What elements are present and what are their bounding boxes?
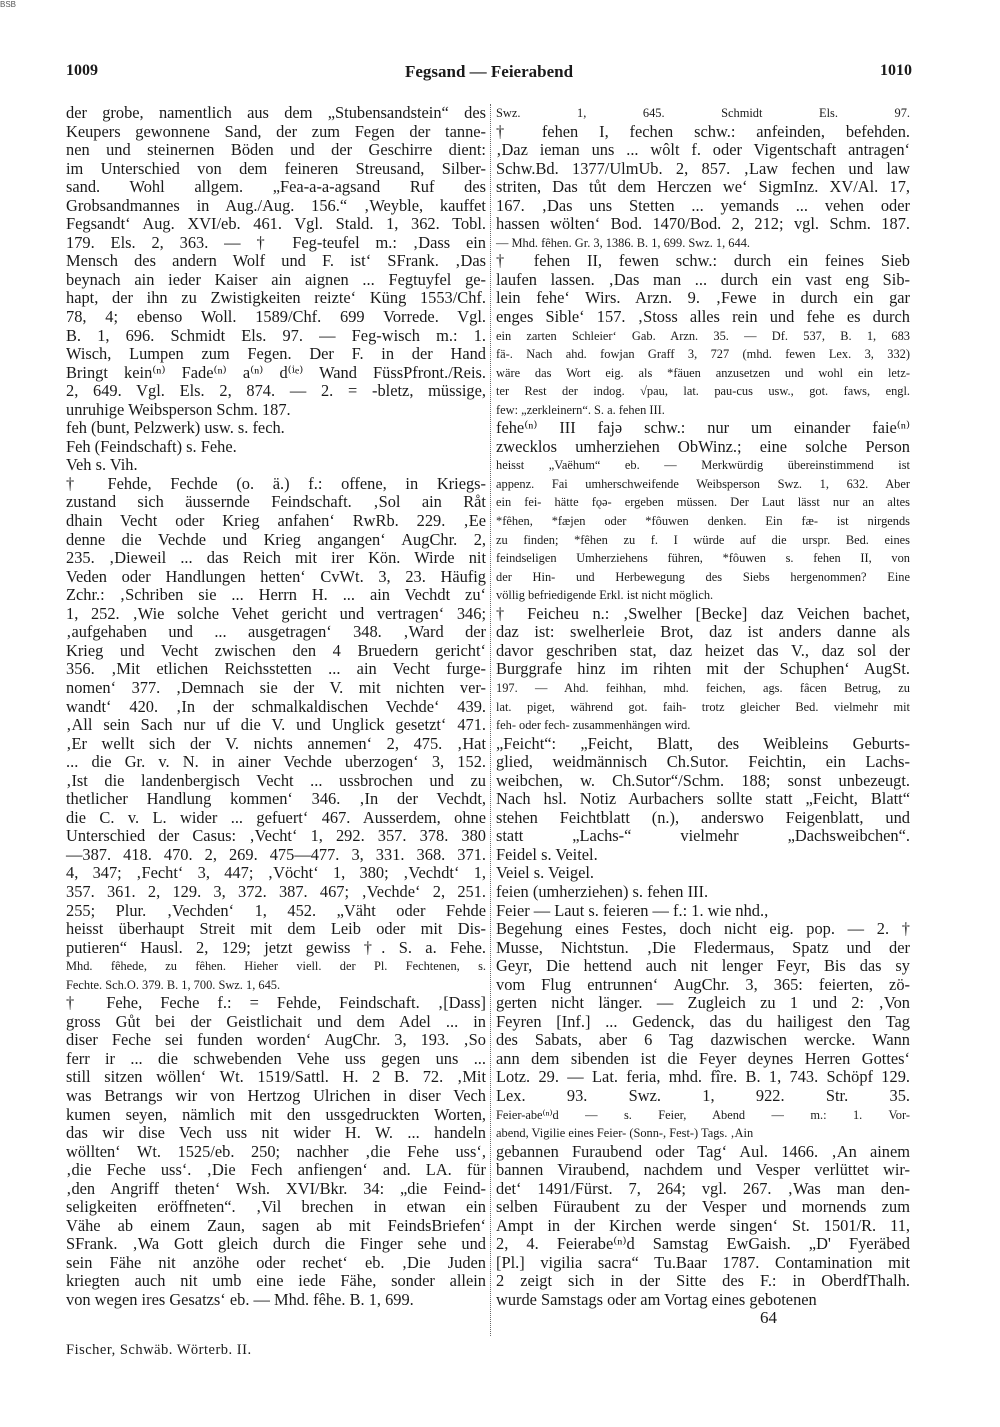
text-line: fehe⁽ⁿ⁾ III fajə schw.: nur um einander faie⁽ⁿ⁾ [496,418,910,438]
text-line: Feier-abe⁽ⁿ⁾d — s. Feier, Abend — m.: 1. Vor- [496,1107,910,1122]
text-line: ein zarten Schleier‘ Gab. Arzn. 35. — Df. 537, B. 1, 683 [496,328,910,343]
text-line: zu finden; *fêhen zu f. I würde auf die urspr. Bed. eines [496,532,910,547]
text-line: fä-. Nach ahd. fowjan Graff 3, 727 (mhd. fewen Lex. 3, 332) [496,347,910,362]
text-line: Lex. 93. Swz. 1, 922. Str. 35. [496,1085,910,1105]
text-line: was Betrangs wir von Hertzog Ulrichen in diser Vech [66,1085,486,1105]
text-line: wurde Samstags oder am Vortag eines gebotenen [496,1290,817,1309]
text-line: few: „zerkleinern“. S. a. fehen III. [496,402,665,417]
text-line: — Mhd. fêhen. Gr. 3, 1386. B. 1, 699. Swz. 1, 644. [496,235,750,250]
text-line: feien (umherziehen) s. fehen III. [496,881,709,901]
text-line: 1, 252. ‚Wie solche Vehet gericht und vertragen‘ 346; [66,603,486,623]
text-line: beynach ain ieder Kaiser ain aignen ... Fegtuyfel ge- [66,269,486,289]
text-line: ‚die Feche uss‘. ‚Die Fech anfiengen‘ and. LA. für [66,1160,486,1180]
text-line: Feyren [Inf.] ... Gedenck, das du hailigest den Tag [496,1011,910,1031]
text-line: † Feicheu n.: ‚Swelher [Becke] daz Veichen bachet, [496,603,910,623]
text-line: ‚Er wellt sich der V. nichts annemen‘ 2, 475. ‚Hat [66,733,486,753]
text-line: Lotz. 29. — Lat. feria, mhd. fîre. B. 1, 743. Schöpf 129. [496,1067,910,1087]
text-line: Vähe ab einem Zaun, sagen ab mit FeindsBriefen‘ [66,1215,486,1235]
text-line: Veden oder Handlungen hetten‘ CvWt. 3, 23. Häufig [66,566,486,586]
text-line: Schw.Bd. 1377/UlmUb. 2, 857. ‚Law fechen und law [496,158,910,178]
text-line: laufen lassen. ‚Das man ... durch ein vast eng Sib- [496,269,910,289]
text-line: Wisch, Lumpen zum Fegen. Der F. in der Hand [66,344,486,364]
text-line: bannen Viraubend, nachdem und Vesper verlüttet wir- [496,1160,910,1180]
text-line: thetlicher Handlung kommen‘ 346. ‚In der Vechdt, [66,789,486,809]
text-line: glied, weidmännisch Ch.Sutor. Feichtin, ein Lachs- [496,752,910,772]
text-line: feh- oder fech- zusammenhängen wird. [496,718,691,733]
text-line: 235. ‚Dieweil ... das Reich mit irer Kön. Wirde nit [66,548,486,568]
text-line: Fechte. Sch.O. 379. B. 1, 700. Swz. 1, 645. [66,977,281,992]
text-line: Burggrafe hinz im rihten mit der Schuphen‘ AugSt. [496,659,910,679]
text-line: nen und steinernen Böden und der Geschirre dient: [66,140,486,160]
text-line: ‚den Angriff theten‘ Wsh. XVI/Bkr. 34: „die Feind- [66,1178,486,1198]
text-line: des Sabats, aber 6 Tag dazwischen wercke. Wann [496,1030,910,1050]
text-line: zustand sich äussernde Feindschaft. ‚Sol ain Råt [66,492,486,512]
text-line: feindseligen Umherziehens führen, *fôuwen s. fehen II, von [496,551,910,566]
text-line: † Fehde, Fechde (o. ä.) f.: offene, in Kriegs- [66,473,486,493]
text-line: Nach hsl. Notiz Aurbachers sollte statt „Feicht, Blatt“ [496,789,910,809]
text-line: putieren“ Hausl. 2, 129; jetzt gewiss †. S. a. Fehe. [66,937,486,957]
signature-mark: 64 [760,1308,777,1327]
text-line: kumen seyen, nämlich mit den ussgedruckten Worten, [66,1104,486,1124]
running-title: Fegsand — Feierabend [404,62,574,81]
text-line: Zchr.: ‚Schriben sie ... Herrn H. ... ain Vechdt zu‘ [66,585,486,605]
text-line: denne die Vechde und Krieg angangen‘ AugChr. 2, [66,529,486,549]
text-line: ... die Gr. v. N. in ainer Vechde uberzogen‘ 3, 152. [66,752,486,772]
text-line: † fehen I, fechen schw.: anfeinden, befehden. [496,121,910,141]
text-line: still sitzen wöllen‘ Wt. 1519/Sattl. H. 2 B. 72. ‚Mit [66,1067,486,1087]
text-line: selben Füraubent zu der Vesper und mornends zum [496,1197,910,1217]
text-line: 255; Plur. ‚Vechden‘ 1, 452. „Väht oder Fehde [66,900,486,920]
text-line: 356. ‚Mit etlichen Reichsstetten ... ain Vecht furge- [66,659,486,679]
text-line: abend, Vigilie eines Feier- (Sonn-, Fest-) Tags. ‚Ain [496,1126,754,1141]
text-line: 357. 361. 2, 129. 3, 372. 387. 467; ‚Vechde‘ 2, 251. [66,881,486,901]
text-line: daz ist: swelherleie Brot, daz ist anders danne als [496,622,910,642]
text-line: wöllten‘ Wt. 1525/eb. 250; nachher ‚die Fehe uss‘, [66,1141,486,1161]
text-line: hapt, der ihn zu Zwistigkeiten reizte‘ Küng 1553/Chf. [66,288,486,308]
text-line: diser Feche sei funden worden‘ AugChr. 3, 193. ‚So [66,1030,486,1050]
text-line: Fegsandt‘ Aug. XVI/eb. 461. Vgl. Stald. 1, 362. Tobl. [66,214,486,234]
text-line: Bringt kein⁽ⁿ⁾ Fade⁽ⁿ⁾ a⁽ⁿ⁾ d⁽ⁱᵉ⁾ Wand FüssPfront./Reis. [66,362,486,382]
text-line: Feh (Feindschaft) s. Fehe. [66,436,237,456]
text-line: „Feicht“: „Feicht, Blatt, des Weibleins Geburts- [496,733,910,753]
text-line: gerten nicht länger. — Zugleich zu 1 und 2: ‚Von [496,993,910,1013]
text-line: stehen Feichtblatt (n.), anderswo Feigenblatt, und [496,807,910,827]
text-line: die C. v. L. wider ... gefuert‘ 467. Ausserdem, ohne [66,807,486,827]
text-line: ‚Daz ieman uns ... wôlt f. oder Vigentschaft antragen‘ [496,140,910,160]
text-line: Grobsandmannes in Aug./Aug. 156.“ ‚Weyble, kauffet [66,195,486,215]
text-line: 179. Els. 2, 363. — † Feg-teufel m.: ‚Dass ein [66,232,486,252]
text-line: hassen wölten‘ Bod. 1470/Bod. 2, 212; vgl. Schm. 187. [496,214,910,234]
text-line: sein Fähe nit anzöhe oder rechet‘ eb. ‚Die Juden [66,1252,486,1272]
text-line: ‚All sein Sach nur uf die V. und Unglick gesetzt‘ 471. [66,715,486,735]
text-line: Mensch des andern Wolf und F. ist‘ SFrank. ‚Das [66,251,486,271]
text-line: im Unterschied von dem feineren Streusand, Silber- [66,158,486,178]
page-number-right: 1010 [880,62,912,79]
text-line: Swz. 1, 645. Schmidt Els. 97. [496,106,910,120]
text-line: —387. 418. 470. 2, 269. 475—477. 3, 331. 368. 371. [66,844,486,864]
text-line: Unterschied der Casus: ‚Vecht‘ 1, 292. 357. 378. 380 [66,826,486,846]
text-line: sand. Wohl allgem. „Fea-a-a-agsand Ruf des [66,177,486,197]
text-line: SFrank. ‚Wa Gott gleich durch die Finger sehe und [66,1234,486,1254]
text-line: 197. — Ahd. feihhan, mhd. feichen, ags. fâcen Betrug, zu [496,680,910,695]
text-line: Geyr, Die hettend auch nit lenger Feyr, Bis das sy [496,956,910,976]
text-line: det‘ 1491/Fürst. 7, 264; vgl. 267. ‚Was man den- [496,1178,910,1198]
text-line: zwecklos umherziehen ObWinz.; eine solche Person [496,436,910,456]
text-line: seligkeiten eröffneten“. ‚Vil brechen in etwan ein [66,1197,486,1217]
text-line: 167. ‚Das uns Stetten ... yemands ... vehen oder [496,195,910,215]
text-line: völlig befriedigende Erkl. ist nicht möglich. [496,588,714,603]
text-line: striten, Das tůt dem Herczen we‘ SigmInz. XV/Al. 17, [496,177,910,197]
text-line: nomen‘ 377. ‚Demnach sie der V. mit nichten ver- [66,677,486,697]
text-line: gross Gůt bei der Geistlichait und dem Adel ... in [66,1011,486,1031]
text-line: Feier — Laut s. feieren — f.: 1. wie nhd., [496,900,769,920]
text-line: das wir dise Vech uss nit wider H. W. ... handeln [66,1123,486,1143]
left-column [66,104,486,1310]
text-line: † Fehe, Feche f.: = Fehde, Feindschaft. ‚[Dass] [66,993,486,1013]
text-line: Ampt in der Kirchen werde singen‘ St. 1501/R. 11, [496,1215,910,1235]
text-line: Musse, Nichtstun. ‚Die Fledermaus, Spatz und der [496,937,910,957]
text-line: Keupers gewonnene Sand, der zum Fegen der tanne- [66,121,486,141]
footer-source: Fischer, Schwäb. Wörterb. II. [66,1342,252,1358]
text-line: davor geschriben stat, daz heizet das V., daz sol der [496,640,910,660]
text-line: 2, 649. Vgl. Els. 2, 874. — 2. = -bletz, müssige, [66,381,486,401]
text-line: lat. piget, während got. faih- trotz gleicher Bed. vielmehr mit [496,699,910,714]
text-line: 78, 4; ebenso Woll. 1589/Chf. 699 Vorrede. Vgl. [66,307,486,327]
text-line: lein fehe‘ Wirs. Arzn. 9. ‚Fewe in durch ein gar [496,288,910,308]
page-header [66,62,912,84]
text-line: B. 1, 696. Schmidt Els. 97. — Feg-wisch m.: 1. [66,325,486,345]
text-line: 2, 4. Feierabe⁽ⁿ⁾d Samstag EwGaish. „D' Fyeräbed [496,1234,910,1254]
text-line: 2 zeigt sich in der Sitte des F.: in OberdfThalh. [496,1271,910,1291]
text-line: feh (bunt, Pelzwerk) usw. s. fech. [66,418,285,438]
text-line: Krieg und Vecht zwischen den 4 Bruedern gericht‘ [66,640,486,660]
text-line: von wegen ires Gesatzs‘ eb. — Mhd. fêhe. B. 1, 699. [66,1290,414,1309]
text-line: wäre das Wort eig. als *fäuen anzusetzen und wohl ein letz- [496,365,910,380]
text-line: Begehung eines Festes, doch nicht eig. pop. — 2. † [496,919,910,939]
text-line: appenz. Fai umherschweifende Weibsperson Swz. 1, 632. Aber [496,476,910,491]
text-line: ferr ir ... die schwebenden Vehe uss gegen uns ... [66,1048,486,1068]
text-line: ann dem sibenden ist die Feyer deynes Herren Gottes‘ [496,1048,910,1068]
text-line: gebannen Furaubend oder Tag‘ Aul. 1466. ‚An ainem [496,1141,910,1161]
text-line: wandt‘ 420. ‚In der schmalkaldischen Vechde‘ 439. [66,696,486,716]
text-line: ein fei- hätte fǫə- ergeben müssen. Der Laut lässt nur an altes [496,495,910,510]
text-line: ‚aufgehaben und ... ausgetragen‘ 348. ‚Ward der [66,622,486,642]
text-line: Feidel s. Veitel. [496,844,598,864]
page-number-left: 1009 [66,62,98,79]
right-column [496,104,910,1310]
text-line: kriegten auch nit umb eine iede Fähe, sonder allein [66,1271,486,1291]
column-divider [490,104,491,1336]
text-line: unruhige Weibsperson Schm. 187. [66,399,291,419]
text-line: [Pl.] vigilia sacra“ Tu.Baar 1787. Contamination mit [496,1252,910,1272]
library-stamp: BSB [0,0,17,9]
text-line: statt „Lachs-“ vielmehr „Dachsweibchen“. [496,826,910,846]
text-line: *fêhen, *fæjen oder *fôuwen denken. Ein fæ- ist nirgends [496,514,910,529]
text-line: dhain Vecht oder Krieg anfahen‘ RwRb. 229. ‚Ee [66,511,486,531]
text-line: enges Sible‘ 157. ‚Stoss alles rein und fehe es durch [496,307,910,327]
text-line: der grobe, namentlich aus dem „Stubensandstein“ des [66,103,486,122]
text-line: Mhd. fêhede, zu fêhen. Hieher viell. der Pl. Fechtenen, s. [66,959,486,974]
text-line: ‚Ist die landenbergisch Vecht ... ussbrochen und zu [66,770,486,790]
text-line: Veiel s. Veigel. [496,863,595,883]
text-line: weibchen, w. Ch.Sutor“/Schm. 188; sonst unbezeugt. [496,770,910,790]
text-line: ter Rest der indog. √pau, lat. pau-cus usw., got. faws, engl. [496,384,910,399]
text-line: heisst „Vaëhum“ eb. — Merkwürdig übereinstimmend ist [496,458,910,473]
text-line: der Hin- und Herbewegung des Siebs hergenommen? Eine [496,569,910,584]
text-line: vom Flug entrunnen‘ AugChr. 3, 365: feierten, zö- [496,974,910,994]
text-line: 4, 347; ‚Fecht‘ 3, 447; ‚Vöcht‘ 1, 380; ‚Vechdt‘ 1, [66,863,486,883]
text-line: heisst überhaupt Streit mit dem Leib oder mit Dis- [66,919,486,939]
text-line: † fehen II, fewen schw.: durch ein feines Sieb [496,251,910,271]
text-line: Veh s. Vih. [66,455,138,475]
